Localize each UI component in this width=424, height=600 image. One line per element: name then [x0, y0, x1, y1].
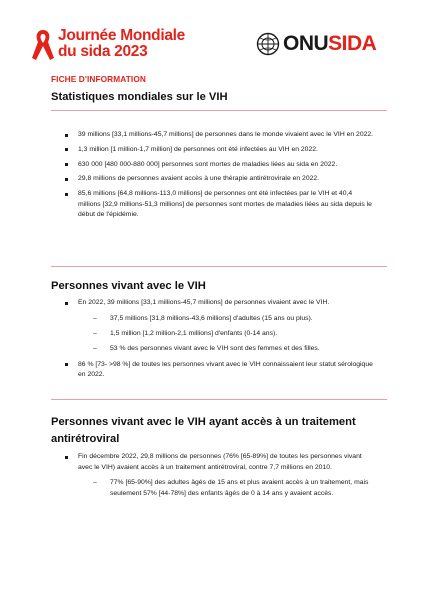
section-title-line2: antirétroviral [51, 433, 120, 445]
un-emblem-icon [256, 32, 280, 56]
treatment-access-list [64, 452, 376, 504]
sub-list-item: – 37,5 millions [31,8 millions-43,6 millions] d'adultes (15 ans ou plus). [78, 314, 376, 325]
event-title-line1: Journée Mondiale [58, 27, 185, 44]
list-item: 1,3 million [1 million-1,7 million] de personnes ont été infectées au VIH en 2022. [64, 145, 376, 156]
sub-list [78, 478, 376, 499]
logo-text-onu: ONU [283, 32, 329, 55]
logo-text-sida: SIDA [328, 32, 377, 55]
list-item: 86 % [73- >98 %] de toutes les personnes vivant avec le VIH connaissaient leur statut sérologique en 2022. [64, 360, 376, 381]
event-title [58, 28, 185, 60]
red-ribbon-icon [30, 28, 56, 62]
section-divider [51, 399, 387, 400]
list-item: 630 000 [480 000-880 000] personnes sont mortes de maladies liées au sida en 2022. [64, 160, 376, 171]
section-divider [51, 110, 387, 111]
section-title-living-with-hiv: Personnes vivant avec le VIH [51, 280, 206, 292]
list-item: 39 millions [33,1 millions-45,7 millions] de personnes dans le monde vivaient avec le VIH en 2022. [64, 130, 376, 141]
section-title-line1: Personnes vivant avec le VIH ayant accès à un traitement [51, 416, 356, 428]
logo-text [283, 32, 376, 56]
event-title-line2: du sida 2023 [58, 43, 148, 60]
list-item: 29,8 millions de personnes avaient accès à une thérapie antirétrovirale en 2022. [64, 174, 376, 185]
list-item-text: En 2022, 39 millions [33,1 millions-45,7 millions] de personnes vivaient avec le VIH. [78, 299, 330, 306]
sub-list-item: – 1,5 million [1,2 million-2,1 millions] d'enfants (0-14 ans). [78, 329, 376, 340]
living-with-hiv-list [64, 298, 376, 385]
sub-list-item: – 53 % des personnes vivant avec le VIH sont des femmes et des filles. [78, 344, 376, 355]
section-title-global-stats: Statistiques mondiales sur le VIH [51, 91, 228, 103]
page-header [0, 0, 424, 68]
section-divider [51, 266, 387, 267]
list-item-text: Fin décembre 2022, 29,8 millions de personnes (76% [65-89%] de toutes les personnes vivant avec le VIH) avaient accès à un traitement antirétroviral, contre 7,7 millions en 2010. [78, 453, 362, 471]
global-stats-list [64, 130, 376, 225]
document-label: FICHE D'INFORMATION [51, 74, 146, 84]
unaids-logo [256, 32, 376, 56]
list-item [64, 452, 376, 499]
sub-list [78, 314, 376, 355]
list-item [64, 298, 376, 355]
list-item: 85,6 millions [64,8 millions-113,0 millions] de personnes ont été infectées par le VIH et 40,4 millions [32,9 millions-51,3 millions] de personnes sont mortes de maladies liées au sida depuis le début de l'épidémie. [64, 189, 376, 221]
section-title-treatment-access [51, 414, 356, 448]
sub-list-item: – 77% [65-90%] des adultes âgés de 15 ans et plus avaient accès à un traitement, mais seulement 57% [44-78%] des enfants âgés de 0 à 14 ans y avaient accès. [78, 478, 376, 499]
